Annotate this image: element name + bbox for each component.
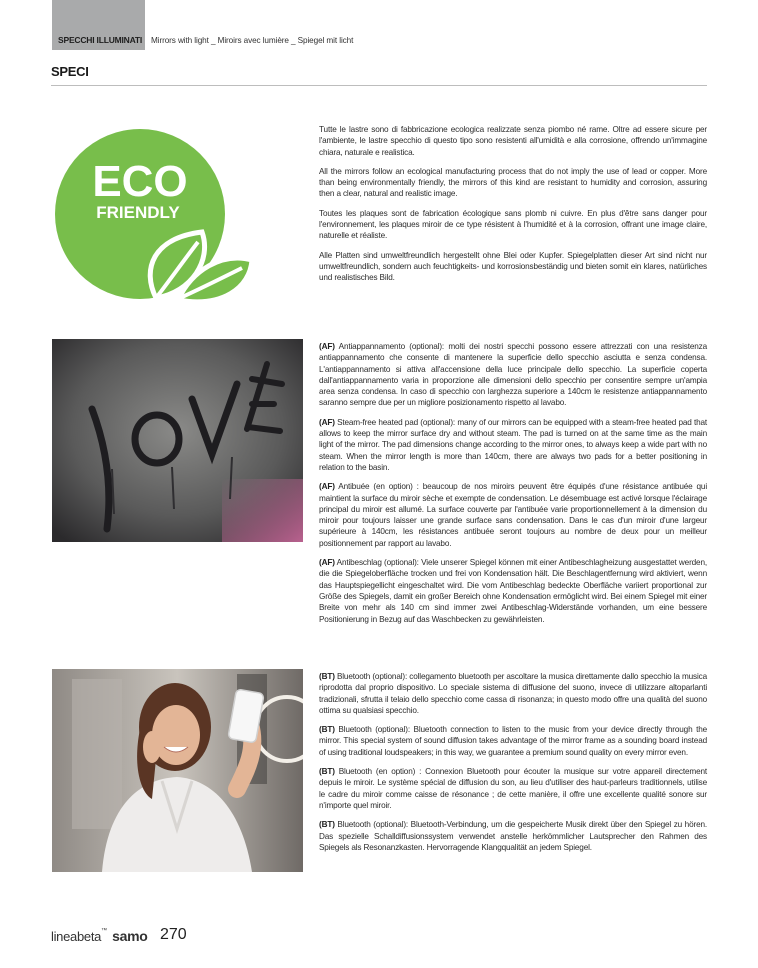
brand-samo: samo	[112, 928, 148, 944]
eco-paragraph-de: Alle Platten sind umweltfreundlich hergestellt ohne Blei oder Kupfer. Spiegelplatten dieser Art sind nicht nur umweltfreundlich, sondern auch feuchtigkeits- und korrosionsbeständig und bieten somit ein klares, natürliches und realistisches Bild.	[319, 250, 707, 283]
page-number: 270	[160, 926, 187, 943]
antifog-tag: (AF)	[319, 482, 335, 492]
bluetooth-tag: (BT)	[319, 767, 335, 777]
bluetooth-text	[319, 671, 707, 861]
eco-friendly-badge	[52, 120, 253, 310]
eco-paragraph-it: Tutte le lastre sono di fabbricazione ecologica realizzate senza piombo né rame. Oltre ad essere sicure per l'ambiente, le lastre specchio di questo tipo sono resistenti all'umidità e alla corrosione, offrendo un'immagine chiara, naturale e realistica.	[319, 125, 707, 157]
antifog-body: Antibeschlag (optional): Viele unserer Spiegel können mit einer Antibeschlagheizung ausgestattet werden, die die Spiegeloberfläche trocken und frei von Kondensation hält. Die Beschlagentfernung wird aktiviert, wenn das Hauptspiegellicht eingeschaltet wird. Die vom Antibeschlag bedeckte Oberfläche variiert proportional zur Größe des Spiegels, damit ein großer Bereich ohne Kondensation ermöglicht wird. Bei einem Spiegel mit einer Breite von mehr als 140 cm sind immer zwei Antibeschlag-Widerstände vorhanden, um eine bessere Positionierung in Bezug auf das Waschbecken zu gewährleisten.	[319, 558, 707, 624]
antifog-body: Steam-free heated pad (optional): many of our mirrors can be equipped with a steam-free heated pad that allows to keep the mirror surface dry and without steam. The pad is turned on at the same time as the main light of the mirror. The pad dimensions change according to the mirror ones, to always keep a wide part with no steam. When the mirror length is more than 140cm, there are always two pads for a better positioning in relation to the basin.	[319, 417, 707, 472]
section-subtitle: Mirrors with light _ Miroirs avec lumière _ Spiegel mit licht	[151, 36, 354, 45]
bluetooth-tag: (BT)	[319, 672, 335, 681]
antifog-image	[52, 339, 303, 542]
antifog-tag: (AF)	[319, 558, 335, 568]
antifog-text	[319, 341, 707, 633]
bluetooth-paragraph-it	[319, 671, 707, 716]
bluetooth-body: Bluetooth (optional): collegamento bluetooth per ascoltare la musica direttamente dallo specchio la musica riprodotta dal proprio dispositivo. Lo speciale sistema di diffusione del suono, invece di utilizzare altoparlanti tradizionali, sfrutta il telaio dello specchio come cassa di risonanza; in questo modo offre una qualità del suono ottima su qualsiasi specchio.	[319, 672, 707, 715]
section-tab-label: SPECCHI ILLUMINATI	[58, 35, 143, 45]
brand-logo: lineabeta™ samo	[51, 928, 148, 944]
bluetooth-paragraph-fr	[319, 766, 707, 811]
eco-text	[319, 124, 707, 292]
title-divider	[51, 85, 707, 86]
page-title: SPECI	[51, 64, 89, 79]
bluetooth-paragraph-de	[319, 819, 707, 853]
antifog-tag: (AF)	[319, 342, 335, 351]
antifog-body: Antiappannamento (optional): molti dei nostri specchi possono essere attrezzati con una resistenza antiappannamento che consente di mantenere la superficie dello specchio asciutta e senza condensa. L'antiappannamento si attiva all'accensione della luce principale dello specchio. La superficie coperta dall'antiappannamento varia in proporzione alle dimensioni dello specchio per consentire sempre un'ampia area senza condensa. In caso di specchio con larghezza superiore a 140cm le resistenze antiappannamento saranno sempre due per un migliore posizionamento rispetto al lavabo.	[319, 342, 707, 408]
eco-badge-line2: FRIENDLY	[96, 203, 180, 222]
antifog-paragraph-it	[319, 341, 707, 409]
bluetooth-paragraph-en	[319, 724, 707, 758]
eco-paragraph-en: All the mirrors follow an ecological manufacturing process that do not imply the use of lead or copper. More than being environmentally friendly, the mirrors of this kind are resistant to humidity and corrosion, assuring then a clear, natural and realistic image.	[319, 166, 707, 199]
eco-friendly-icon	[52, 120, 253, 310]
antifog-body: Antibuée (en option) : beaucoup de nos miroirs peuvent être équipés d'une résistance antibuée qui maintient la surface du miroir sèche et exempte de condensation. Le désembuage est activé lorsque l'éclairage principal du miroir est allumé. La surface couverte par l'antibuée varie proportionnellement à la dimension du miroir pour toujours laisser une grande surface sans condensation. Dans le cas d'un miroir d'une largeur supérieure à 140cm, les résistances antibuée seront toujours au nombre de deux pour un meilleur positionnement par rapport au lavabo.	[319, 482, 707, 548]
brand-line: lineabeta	[51, 929, 102, 944]
antifog-tag: (AF)	[319, 417, 335, 427]
bluetooth-body: Bluetooth (en option) : Connexion Bluetooth pour écouter la musique sur votre appareil directement depuis le miroir. Le système spécial de diffusion du son, au lieu d'utiliser des haut-parleurs traditionnels, utilise le cadre du miroir comme caisse de résonance ; de cette manière, il offre une excellente qualité sonore sur n'importe quel miroir.	[319, 767, 707, 810]
bluetooth-image	[52, 669, 303, 872]
antifog-paragraph-fr	[319, 481, 707, 549]
bluetooth-body: Bluetooth (optional): Bluetooth connection to listen to the music from your device directly through the mirror. This special system of sound diffusion takes advantage of the mirror frame as a sounding board instead of using traditional loudspeakers; in this way, we guarantee a premium sound quality on every mirror even.	[319, 725, 707, 757]
antifog-paragraph-en	[319, 417, 707, 473]
antifog-paragraph-de	[319, 557, 707, 625]
bluetooth-body: Bluetooth (optional): Bluetooth-Verbindung, um die gespeicherte Musik direkt über den Spiegel zu hören. Das spezielle Schalldiffusionssystem verwendet anstelle herkömmlicher Lautsprecher den Rahmen des Spiegels als Resonanzkasten. Hervorragende Klangqualität an jedem Spiegel.	[319, 820, 707, 852]
eco-badge-line1: ECO	[92, 157, 188, 206]
eco-paragraph-fr: Toutes les plaques sont de fabrication écologique sans plomb ni cuivre. En plus d'être sans danger pour l'environnement, les plaques miroir de ce type résistent à l'humidité et à la corrosion, offrant une image claire, naturelle et réaliste.	[319, 208, 707, 241]
bluetooth-tag: (BT)	[319, 820, 335, 830]
bluetooth-tag: (BT)	[319, 725, 335, 735]
